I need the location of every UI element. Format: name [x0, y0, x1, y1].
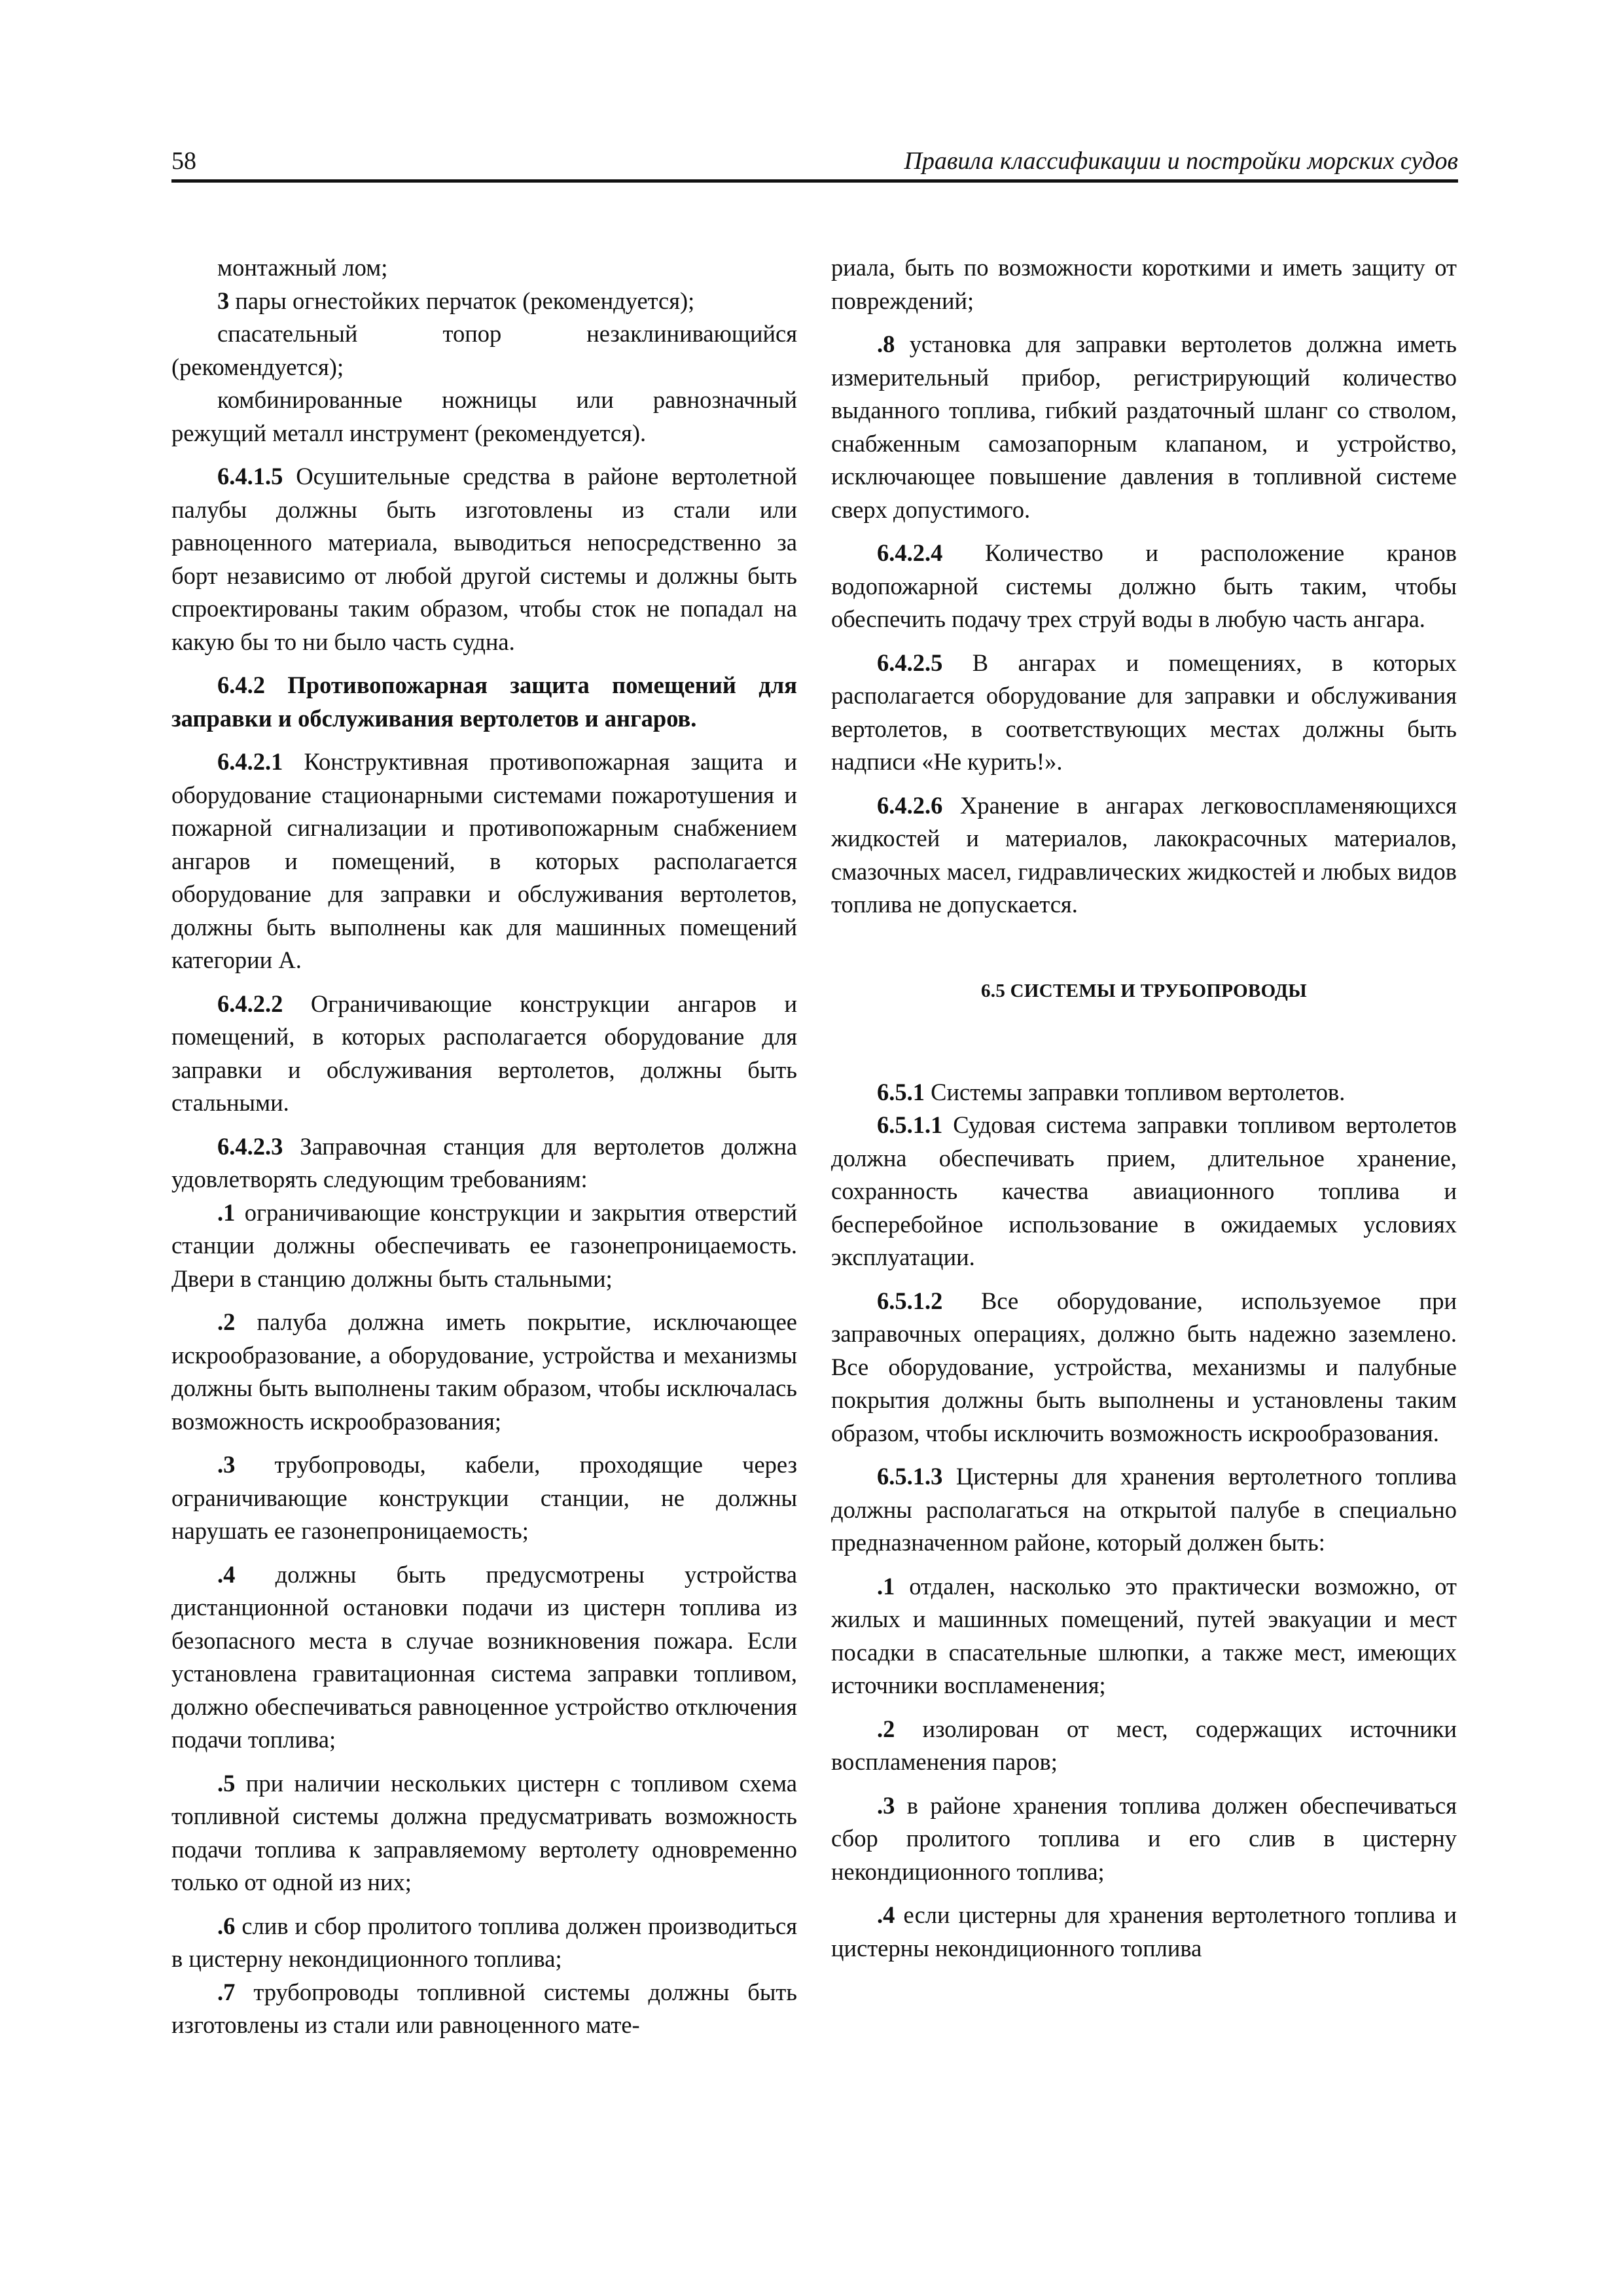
list-item-continuation: риала, быть по возможности короткими и иметь защиту от повреждений;	[831, 254, 1457, 314]
list-item: .7 трубопроводы топливной системы должны быть изготовлены из стали или равноценного мате-	[171, 1978, 797, 2038]
list-item: .2 палуба должна иметь покрытие, исключающее искрообразование, а оборудование, устройства и механизмы должны быть выполнены таким образом, чтобы исключалась возможность искрообразования;	[171, 1308, 797, 1435]
list-item: комбинированные ножницы или равнозначный режущий металл инструмент (рекомендуется).	[171, 386, 797, 446]
paragraph-6-5-1-3: 6.5.1.3 Цистерны для хранения вертолетного топлива должны располагаться на открытой палубе в специально предназначенном районе, который должен быть:	[831, 1463, 1457, 1556]
paragraph-6-4-1-5: 6.4.1.5 Осушительные средства в районе вертолетной палубы должны быть изготовлены из стали или равноценного материала, выводиться непосредственно за борт независимо от любой другой системы и должны быть спроектированы таким образом, чтобы сток не попадал на какую бы то ни было часть судна.	[171, 463, 797, 655]
list-item: .5 при наличии нескольких цистерн с топливом схема топливной системы должна предусматривать возможность подачи топлива к заправляемому вертолету одновременно только от одной из них;	[171, 1769, 797, 1895]
list-item: .3 в районе хранения топлива должен обеспечиваться сбор пролитого топлива и его слив в цистерну некондиционного топлива;	[831, 1791, 1457, 1885]
list-item: .1 ограничивающие конструкции и закрытия отверстий станции должны обеспечивать ее газонепроницаемость. Двери в станцию должны быть стальными;	[171, 1198, 797, 1292]
list-item: спасательный топор незаклинивающийся (рекомендуется);	[171, 320, 797, 380]
list-item: .2 изолирован от мест, содержащих источники воспламенения паров;	[831, 1715, 1457, 1775]
page-number: 58	[171, 147, 196, 175]
list-item: .3 трубопроводы, кабели, проходящие через ограничивающие конструкции станции, не должны нарушать ее газонепроницаемость;	[171, 1451, 797, 1544]
paragraph-6-5-1-2: 6.5.1.2 Все оборудование, используемое при заправочных операциях, должно быть надежно заземлено. Все оборудование, устройства, механизмы и палубные покрытия должны быть выполнены и установлены таким образом, чтобы исключить возможность искрообразования.	[831, 1287, 1457, 1446]
paragraph-6-4-2-4: 6.4.2.4 Количество и расположение кранов водопожарной системы должно быть таким, чтобы обеспечить подачу трех струй воды в любую часть ангара.	[831, 539, 1457, 632]
subsection-heading-6-4-2: 6.4.2 Противопожарная защита помещений для заправки и обслуживания вертолетов и ангаров.	[171, 672, 797, 732]
list-item: .4 если цистерны для хранения вертолетного топлива и цистерны некондиционного топлива	[831, 1901, 1457, 1962]
page-header	[171, 145, 1458, 183]
list-item: .1 отдален, насколько это практически возможно, от жилых и машинных помещений, путей эвакуации и мест посадки в спасательные шлюпки, а также мест, имеющих источники воспламенения;	[831, 1572, 1457, 1698]
paragraph-6-4-2-6: 6.4.2.6 Хранение в ангарах легковоспламеняющихся жидкостей и материалов, лакокрасочных материалов, смазочных масел, гидравлических жидкостей и любых видов топлива не допускается.	[831, 791, 1457, 918]
subsection-heading-6-5-1: 6.5.1 Системы заправки топливом вертолетов.	[877, 1078, 1346, 1105]
list-item: .6 слив и сбор пролитого топлива должен производиться в цистерну некондиционного топлива;	[171, 1912, 797, 1972]
paragraph-6-4-2-1: 6.4.2.1 Конструктивная противопожарная защита и оборудование стационарными системами пожаротушения и пожарной сигнализации и противопожарным снабжением ангаров и помещений, в которых располагается оборудование для заправки и обслуживания вертолетов, должны быть выполнены как для машинных помещений категории А.	[171, 748, 797, 973]
list-item: .8 установка для заправки вертолетов должна иметь измерительный прибор, регистрирующий количество выданного топлива, гибкий раздаточный шланг со стволом, снабженным самозапорным клапаном, и устройство, исключающее повышение давления в топливной системе сверх допустимого.	[831, 331, 1457, 523]
left-column	[171, 251, 797, 2042]
section-heading: 6.5 СИСТЕМЫ И ТРУБОПРОВОДЫ	[980, 980, 1308, 1001]
list-item: .4 должны быть предусмотрены устройства дистанционной остановки подачи из цистерн топлива из безопасного места в случае возникновения пожара. Если установлена гравитационная система заправки топливом, должно обеспечиваться равноценное устройство отключения подачи топлива;	[171, 1560, 797, 1753]
paragraph-6-5-1-1: 6.5.1.1 Судовая система заправки топливом вертолетов должна обеспечивать прием, длительное хранение, сохранность качества авиационного топлива и бесперебойное использование в ожидаемых условиях эксплуатации.	[831, 1111, 1457, 1270]
right-column	[831, 251, 1457, 1965]
running-title: Правила классификации и постройки морских судов	[904, 147, 1458, 175]
paragraph-6-4-2-5: 6.4.2.5 В ангарах и помещениях, в которых располагается оборудование для заправки и обслуживания вертолетов, в соответствующих местах должны быть надписи «Не курить!».	[831, 649, 1457, 775]
paragraph-6-4-2-2: 6.4.2.2 Ограничивающие конструкции ангаров и помещений, в которых располагается оборудование для заправки и обслуживания вертолетов, должны быть стальными.	[171, 990, 797, 1116]
paragraph-6-4-2-3: 6.4.2.3 Заправочная станция для вертолетов должна удовлетворять следующим требованиям:	[171, 1132, 797, 1193]
list-item: монтажный лом;	[217, 254, 388, 281]
list-item: 3 пары огнестойких перчаток (рекомендуется);	[217, 287, 695, 314]
